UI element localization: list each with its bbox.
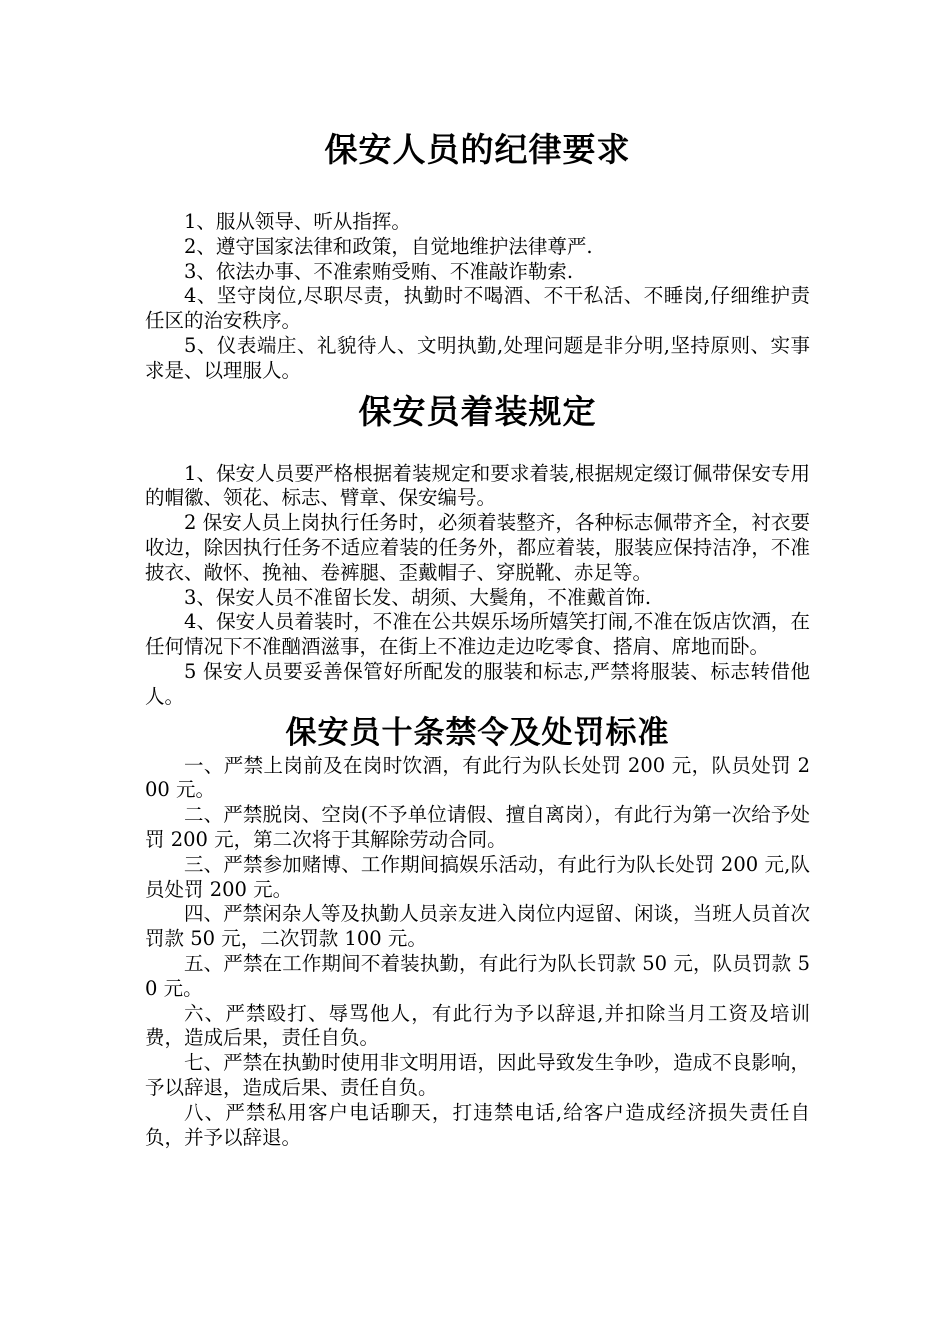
section-title-dress-code: 保安员着装规定: [358, 391, 597, 431]
paragraph: 七、严禁在执勤时使用非文明用语，因此导致发生争吵，造成不良影响，予以辞退，造成后果、责任自负。: [145, 1051, 810, 1099]
document-page: [145, 0, 810, 1150]
paragraph: 二、严禁脱岗、空岗(不予单位请假、擅自离岗），有此行为第一次给予处罚 200 元，第二次将于其解除劳动合同。: [145, 803, 810, 851]
paragraph: 六、严禁殴打、辱骂他人，有此行为予以辞退,并扣除当月工资及培训费，造成后果，责任自负。: [145, 1001, 810, 1050]
paragraph: 5、仪表端庄、礼貌待人、文明执勤,处理问题是非分明,坚持原则、实事求是、以理服人。: [145, 333, 810, 382]
paragraph: 八、严禁私用客户电话聊天，打违禁电话,给客户造成经济损失责任自负，并予以辞退。: [145, 1100, 810, 1149]
section-title-prohibitions: 保安员十条禁令及处罚标准: [285, 714, 670, 751]
paragraph: 1、服从领导、听从指挥。: [184, 210, 411, 233]
paragraph: 4、坚守岗位,尽职尽责，执勤时不喝酒、不干私活、不睡岗,仔细维护责任区的治安秩序。: [145, 284, 810, 333]
section-discipline: [145, 210, 810, 384]
paragraph: 4、保安人员着装时，不准在公共娱乐场所嬉笑打闹,不准在饭店饮酒，在任何情况下不准酗酒滋事，在街上不准边走边吃零食、搭肩、席地而卧。: [145, 610, 810, 659]
paragraph: 2、遵守国家法律和政策，自觉地维护法律尊严.: [184, 234, 593, 258]
section-prohibitions: [145, 754, 810, 1151]
paragraph: 三、严禁参加赌博、工作期间搞娱乐活动，有此行为队长处罚 200 元,队员处罚 200 元。: [145, 852, 810, 901]
paragraph: 1、保安人员要严格根据着装规定和要求着装,根据规定缀订佩带保安专用的帽徽、领花、标志、臂章、保安编号。: [145, 461, 810, 510]
paragraph: 四、严禁闲杂人等及执勤人员亲友进入岗位内逗留、闲谈，当班人员首次罚款 50 元，二次罚款 100 元。: [145, 902, 810, 951]
paragraph: 3、依法办事、不准索贿受贿、不准敲诈勒索.: [184, 259, 574, 283]
paragraph: 3、保安人员不准留长发、胡须、大鬓角，不准戴首饰.: [184, 585, 652, 609]
section-dress-code: [145, 462, 810, 710]
paragraph: 2 保安人员上岗执行任务时，必须着装整齐，各种标志佩带齐全，衬衣要收边，除因执行任务不适应着装的任务外，都应着装，服装应保持洁净，不准披衣、敞怀、挽袖、卷裤腿、歪戴帽子、穿脱靴、赤足等。: [145, 511, 810, 584]
section-title-discipline: 保安人员的纪律要求: [324, 130, 631, 169]
paragraph: 5 保安人员要妥善保管好所配发的服装和标志,严禁将服装、标志转借他人。: [145, 659, 810, 708]
paragraph: 五、严禁在工作期间不着装执勤，有此行为队长罚款 50 元，队员罚款 50 元。: [145, 951, 810, 1000]
paragraph: 一、严禁上岗前及在岗时饮酒，有此行为队长处罚 200 元，队员处罚 200 元。: [145, 753, 810, 802]
